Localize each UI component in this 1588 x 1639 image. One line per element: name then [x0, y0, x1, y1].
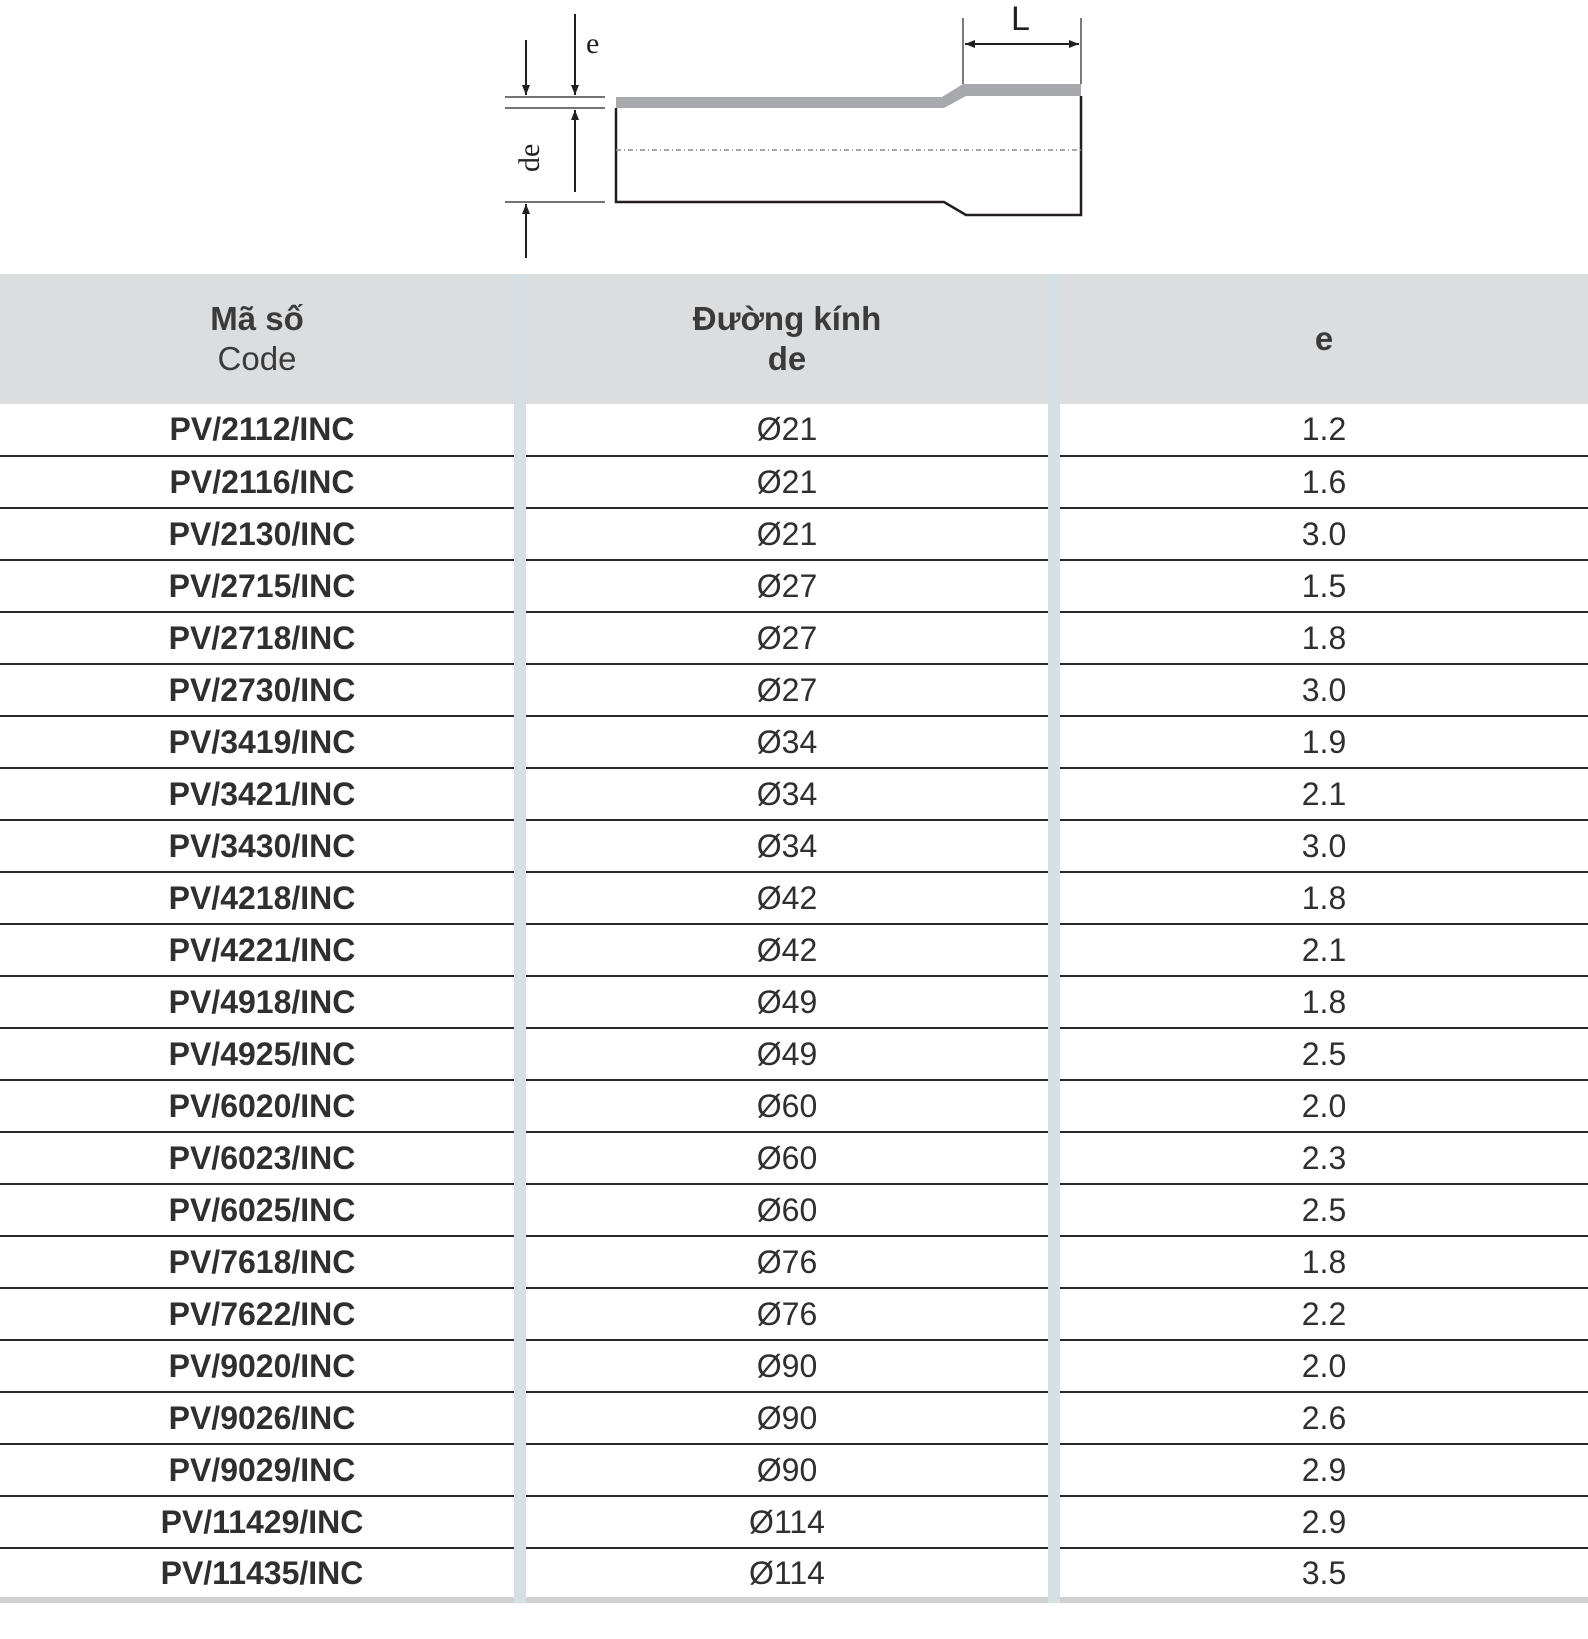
code-cell: PV/3421/INC: [0, 768, 520, 820]
code-cell: PV/2112/INC: [0, 404, 520, 456]
diameter-cell: Ø34: [520, 820, 1054, 872]
thickness-cell: 1.8: [1054, 1236, 1588, 1288]
header-code-en: Code: [217, 340, 297, 377]
code-cell: PV/2718/INC: [0, 612, 520, 664]
table-row: [0, 1132, 1588, 1184]
diameter-cell: Ø42: [520, 924, 1054, 976]
code-cell: PV/2715/INC: [0, 560, 520, 612]
table-header-row: [0, 274, 1588, 404]
e-label: e: [586, 27, 600, 60]
code-cell: PV/2730/INC: [0, 664, 520, 716]
thickness-cell: 2.1: [1054, 924, 1588, 976]
code-cell: PV/11429/INC: [0, 1496, 520, 1548]
diameter-cell: Ø76: [520, 1236, 1054, 1288]
table-row: [0, 976, 1588, 1028]
thickness-cell: 1.8: [1054, 612, 1588, 664]
table-row: [0, 1184, 1588, 1236]
table-row: [0, 1340, 1588, 1392]
table-row: [0, 1444, 1588, 1496]
thickness-cell: 3.0: [1054, 508, 1588, 560]
table-body: [0, 404, 1588, 1600]
table-row: [0, 1288, 1588, 1340]
table-row: [0, 872, 1588, 924]
thickness-cell: 3.0: [1054, 664, 1588, 716]
diameter-cell: Ø114: [520, 1496, 1054, 1548]
table-row: [0, 664, 1588, 716]
thickness-cell: 2.1: [1054, 768, 1588, 820]
code-cell: PV/3419/INC: [0, 716, 520, 768]
diameter-cell: Ø90: [520, 1392, 1054, 1444]
diameter-cell: Ø90: [520, 1340, 1054, 1392]
de-label: de: [513, 143, 546, 172]
thickness-cell: 2.0: [1054, 1080, 1588, 1132]
header-code: [0, 274, 520, 404]
code-cell: PV/9029/INC: [0, 1444, 520, 1496]
header-thickness-symbol: e: [1314, 320, 1334, 357]
table-row: [0, 1080, 1588, 1132]
diameter-cell: Ø21: [520, 508, 1054, 560]
table-row: [0, 1236, 1588, 1288]
diameter-cell: Ø60: [520, 1184, 1054, 1236]
thickness-cell: 1.5: [1054, 560, 1588, 612]
diameter-cell: Ø76: [520, 1288, 1054, 1340]
code-cell: PV/6020/INC: [0, 1080, 520, 1132]
table-row: [0, 456, 1588, 508]
code-cell: PV/6025/INC: [0, 1184, 520, 1236]
pipe-wall: [616, 84, 1081, 108]
header-code-vi: Mã số: [210, 300, 304, 337]
thickness-cell: 1.8: [1054, 872, 1588, 924]
diameter-cell: Ø90: [520, 1444, 1054, 1496]
code-cell: PV/2130/INC: [0, 508, 520, 560]
table-row: [0, 404, 1588, 456]
code-cell: PV/11435/INC: [0, 1548, 520, 1600]
code-cell: PV/9026/INC: [0, 1392, 520, 1444]
diameter-cell: Ø34: [520, 768, 1054, 820]
thickness-cell: 2.9: [1054, 1444, 1588, 1496]
diameter-cell: Ø27: [520, 612, 1054, 664]
table-row: [0, 508, 1588, 560]
code-cell: PV/4918/INC: [0, 976, 520, 1028]
table-row: [0, 1392, 1588, 1444]
code-cell: PV/7622/INC: [0, 1288, 520, 1340]
header-diameter-symbol: de: [767, 340, 807, 377]
diameter-cell: Ø49: [520, 1028, 1054, 1080]
code-cell: PV/3430/INC: [0, 820, 520, 872]
table-row: [0, 820, 1588, 872]
table-row: [0, 768, 1588, 820]
thickness-cell: 2.5: [1054, 1184, 1588, 1236]
thickness-cell: 2.2: [1054, 1288, 1588, 1340]
diameter-cell: Ø21: [520, 456, 1054, 508]
pipe-outline: [616, 96, 1081, 215]
table-row: [0, 560, 1588, 612]
thickness-cell: 3.0: [1054, 820, 1588, 872]
code-cell: PV/4221/INC: [0, 924, 520, 976]
diameter-cell: Ø42: [520, 872, 1054, 924]
code-cell: PV/6023/INC: [0, 1132, 520, 1184]
thickness-cell: 1.9: [1054, 716, 1588, 768]
diameter-cell: Ø21: [520, 404, 1054, 456]
thickness-cell: 1.8: [1054, 976, 1588, 1028]
thickness-cell: 2.3: [1054, 1132, 1588, 1184]
thickness-cell: 1.6: [1054, 456, 1588, 508]
table-row: [0, 1496, 1588, 1548]
header-diameter: [520, 274, 1054, 404]
diameter-cell: Ø60: [520, 1080, 1054, 1132]
code-cell: PV/4925/INC: [0, 1028, 520, 1080]
table-row: [0, 1028, 1588, 1080]
thickness-cell: 3.5: [1054, 1548, 1588, 1600]
diameter-cell: Ø49: [520, 976, 1054, 1028]
diameter-cell: Ø114: [520, 1548, 1054, 1600]
code-cell: PV/2116/INC: [0, 456, 520, 508]
thickness-cell: 1.2: [1054, 404, 1588, 456]
table-row: [0, 716, 1588, 768]
l-label: L: [1011, 0, 1030, 38]
pipe-dimension-diagram: [0, 0, 1588, 275]
table-row: [0, 924, 1588, 976]
diameter-cell: Ø34: [520, 716, 1054, 768]
thickness-cell: 2.0: [1054, 1340, 1588, 1392]
table-row: [0, 612, 1588, 664]
code-cell: PV/7618/INC: [0, 1236, 520, 1288]
code-cell: PV/9020/INC: [0, 1340, 520, 1392]
diameter-cell: Ø27: [520, 560, 1054, 612]
table-row: [0, 1548, 1588, 1600]
thickness-cell: 2.5: [1054, 1028, 1588, 1080]
header-thickness: [1054, 274, 1588, 404]
thickness-cell: 2.9: [1054, 1496, 1588, 1548]
thickness-cell: 2.6: [1054, 1392, 1588, 1444]
diameter-cell: Ø27: [520, 664, 1054, 716]
code-cell: PV/4218/INC: [0, 872, 520, 924]
header-diameter-vi: Đường kính: [692, 300, 882, 337]
diameter-cell: Ø60: [520, 1132, 1054, 1184]
spec-table: [0, 274, 1588, 1603]
